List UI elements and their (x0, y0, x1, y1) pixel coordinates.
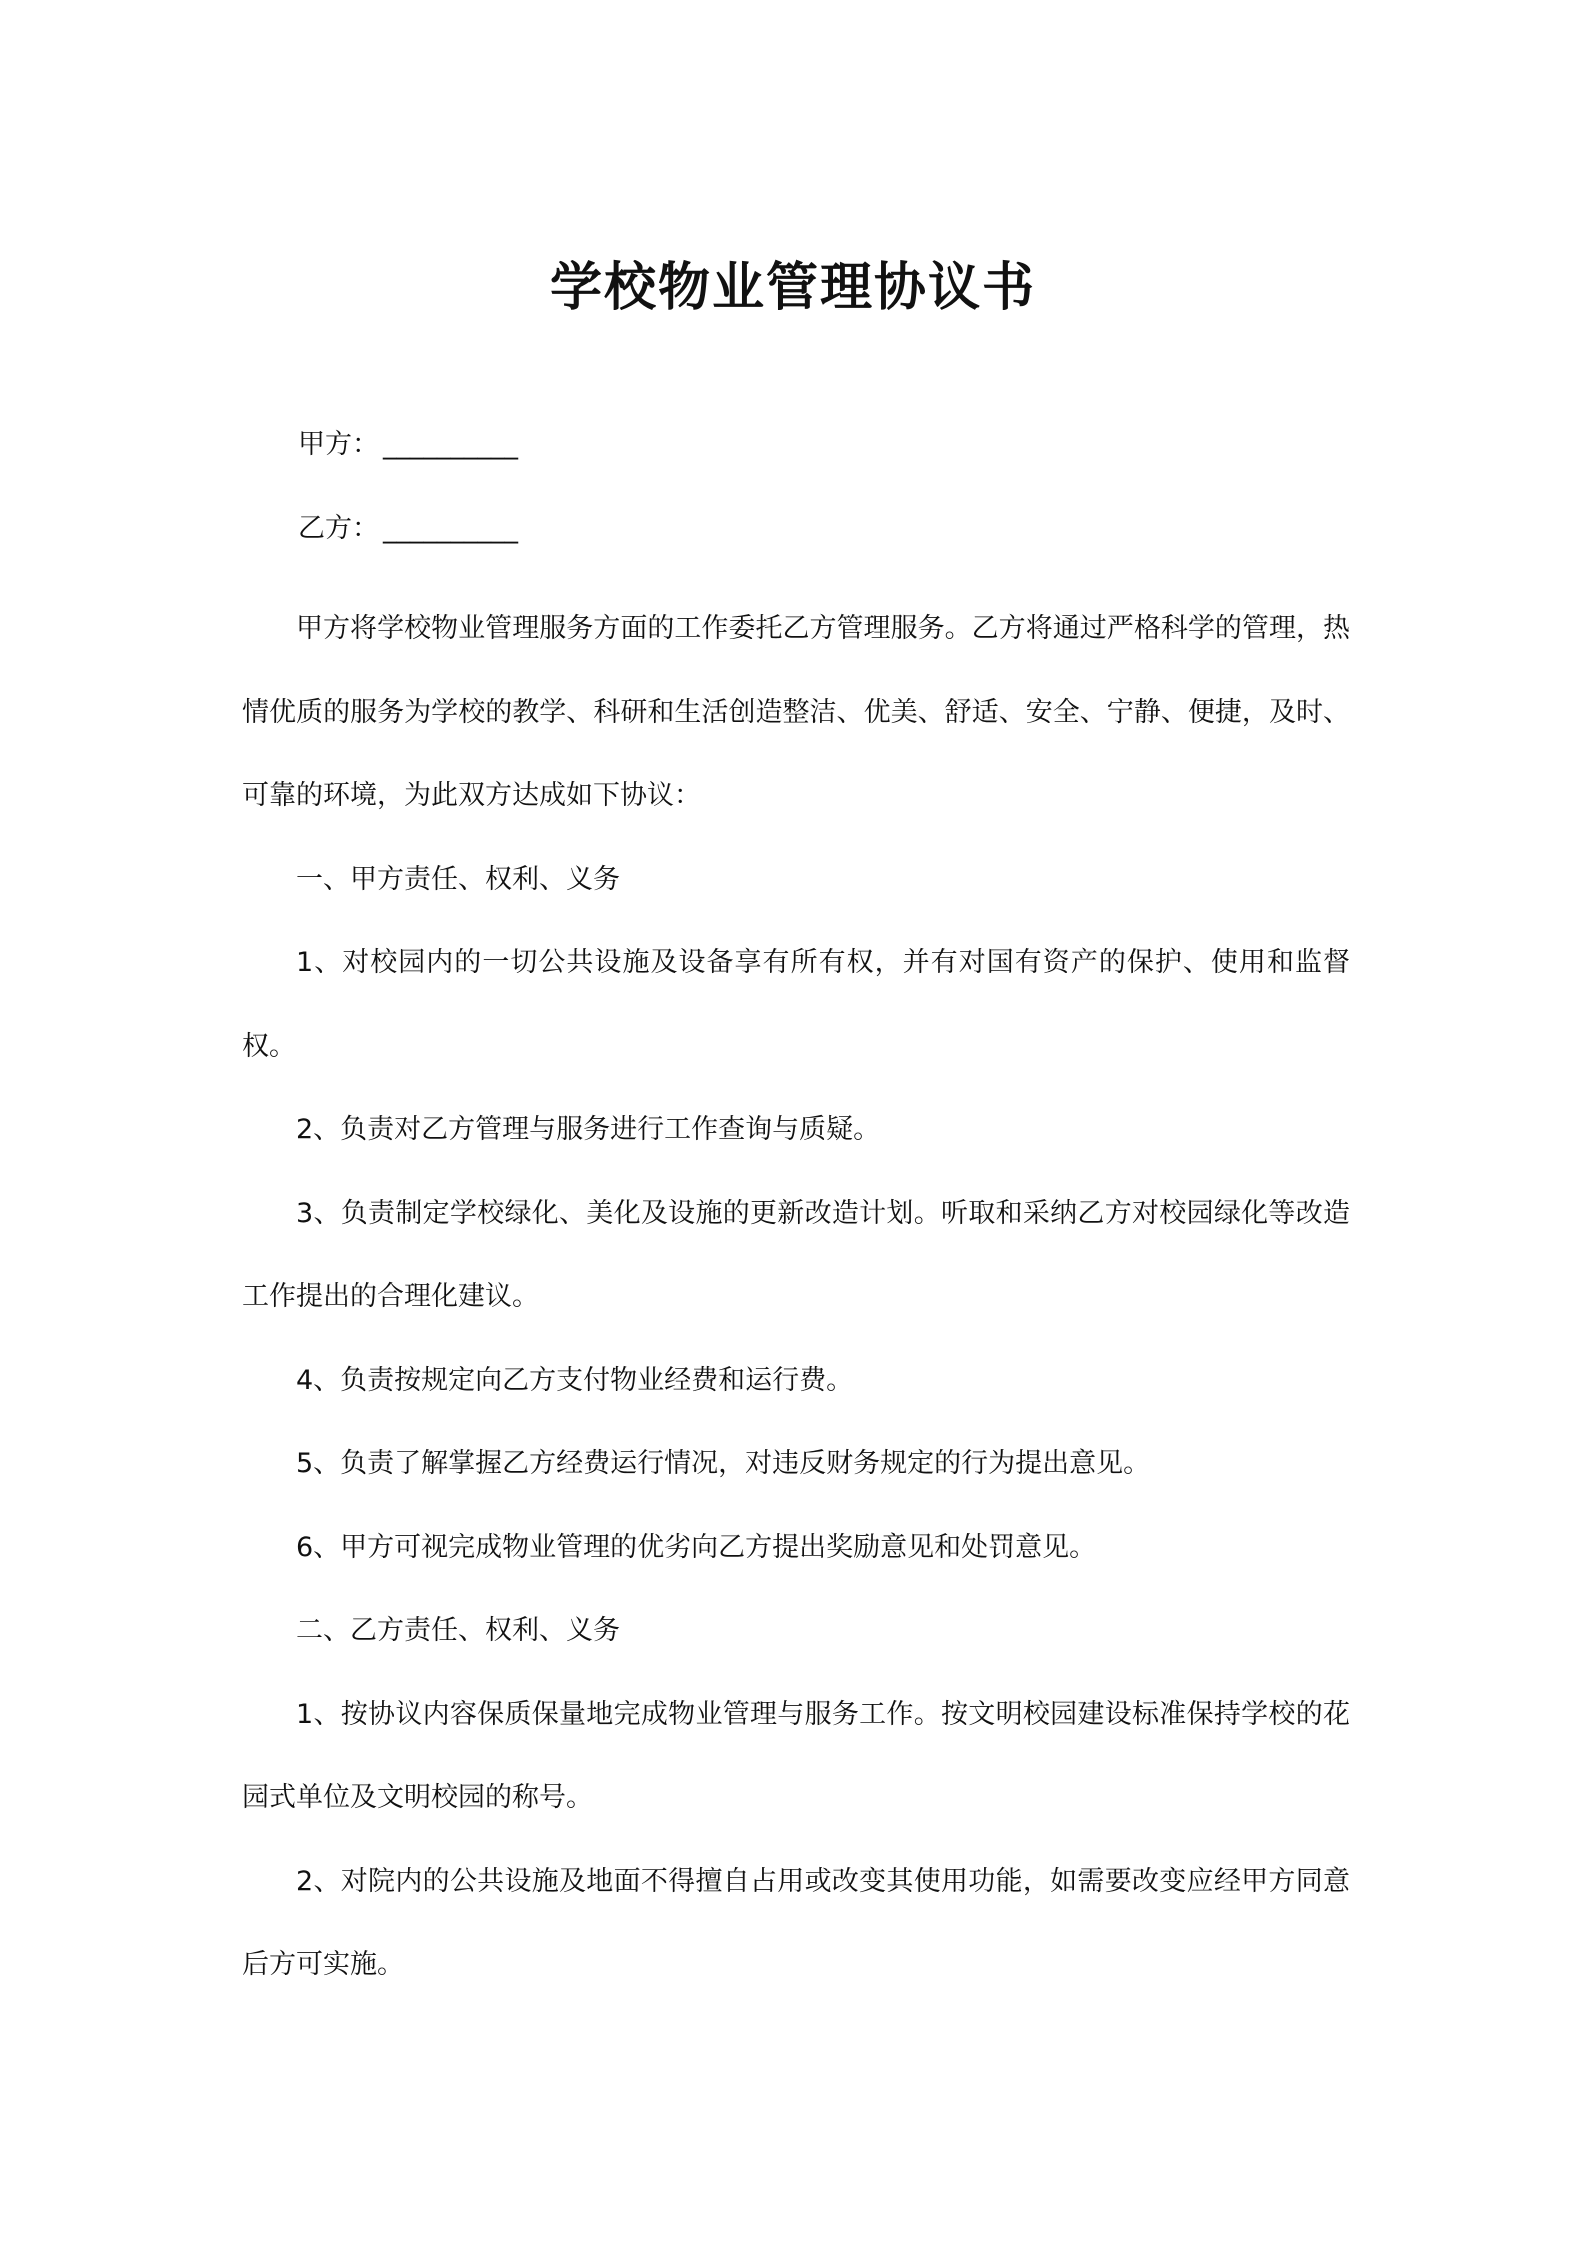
clause-a-6: 6、甲方可视完成物业管理的优劣向乙方提出奖励意见和处罚意见。 (296, 1531, 1097, 1563)
document-title: 学校物业管理协议书 (549, 258, 1036, 318)
section-heading-party-a: 一、甲方责任、权利、义务 (296, 863, 620, 895)
party-a-line (298, 425, 518, 465)
clause-a-3: 3、负责制定学校绿化、美化及设施的更新改造计划。听取和采纳乙方对校园绿化等改造工作提出的合理化建议。 (242, 1197, 1350, 1312)
clause-b-1: 1、按协议内容保质保量地完成物业管理与服务工作。按文明校园建设标准保持学校的花园式单位及文明校园的称号。 (242, 1698, 1350, 1813)
clause-b-2: 2、对院内的公共设施及地面不得擅自占用或改变其使用功能，如需要改变应经甲方同意后方可实施。 (242, 1865, 1350, 1980)
clause-a-1: 1、对校园内的一切公共设施及设备享有所有权，并有对国有资产的保护、使用和监督权。 (242, 947, 1350, 1062)
party-b-line (298, 509, 518, 549)
clause-a-5: 5、负责了解掌握乙方经费运行情况，对违反财务规定的行为提出意见。 (296, 1448, 1151, 1479)
intro-paragraph: 甲方将学校物业管理服务方面的工作委托乙方管理服务。乙方将通过严格科学的管理，热情优质的服务为学校的教学、科研和生活创造整洁、优美、舒适、安全、宁静、便捷，及时、可靠的环境，为此双方达成如下协议： (242, 613, 1350, 811)
party-a-label: 甲方： (298, 429, 379, 460)
section-heading-party-b: 二、乙方责任、权利、义务 (296, 1615, 620, 1646)
party-b-blank: __________ (383, 513, 518, 544)
document-body (242, 587, 1350, 2007)
clause-a-2: 2、负责对乙方管理与服务进行工作查询与质疑。 (296, 1114, 881, 1145)
clause-a-4: 4、负责按规定向乙方支付物业经费和运行费。 (296, 1364, 854, 1396)
party-a-blank: __________ (383, 429, 518, 460)
party-b-label: 乙方： (298, 513, 379, 544)
